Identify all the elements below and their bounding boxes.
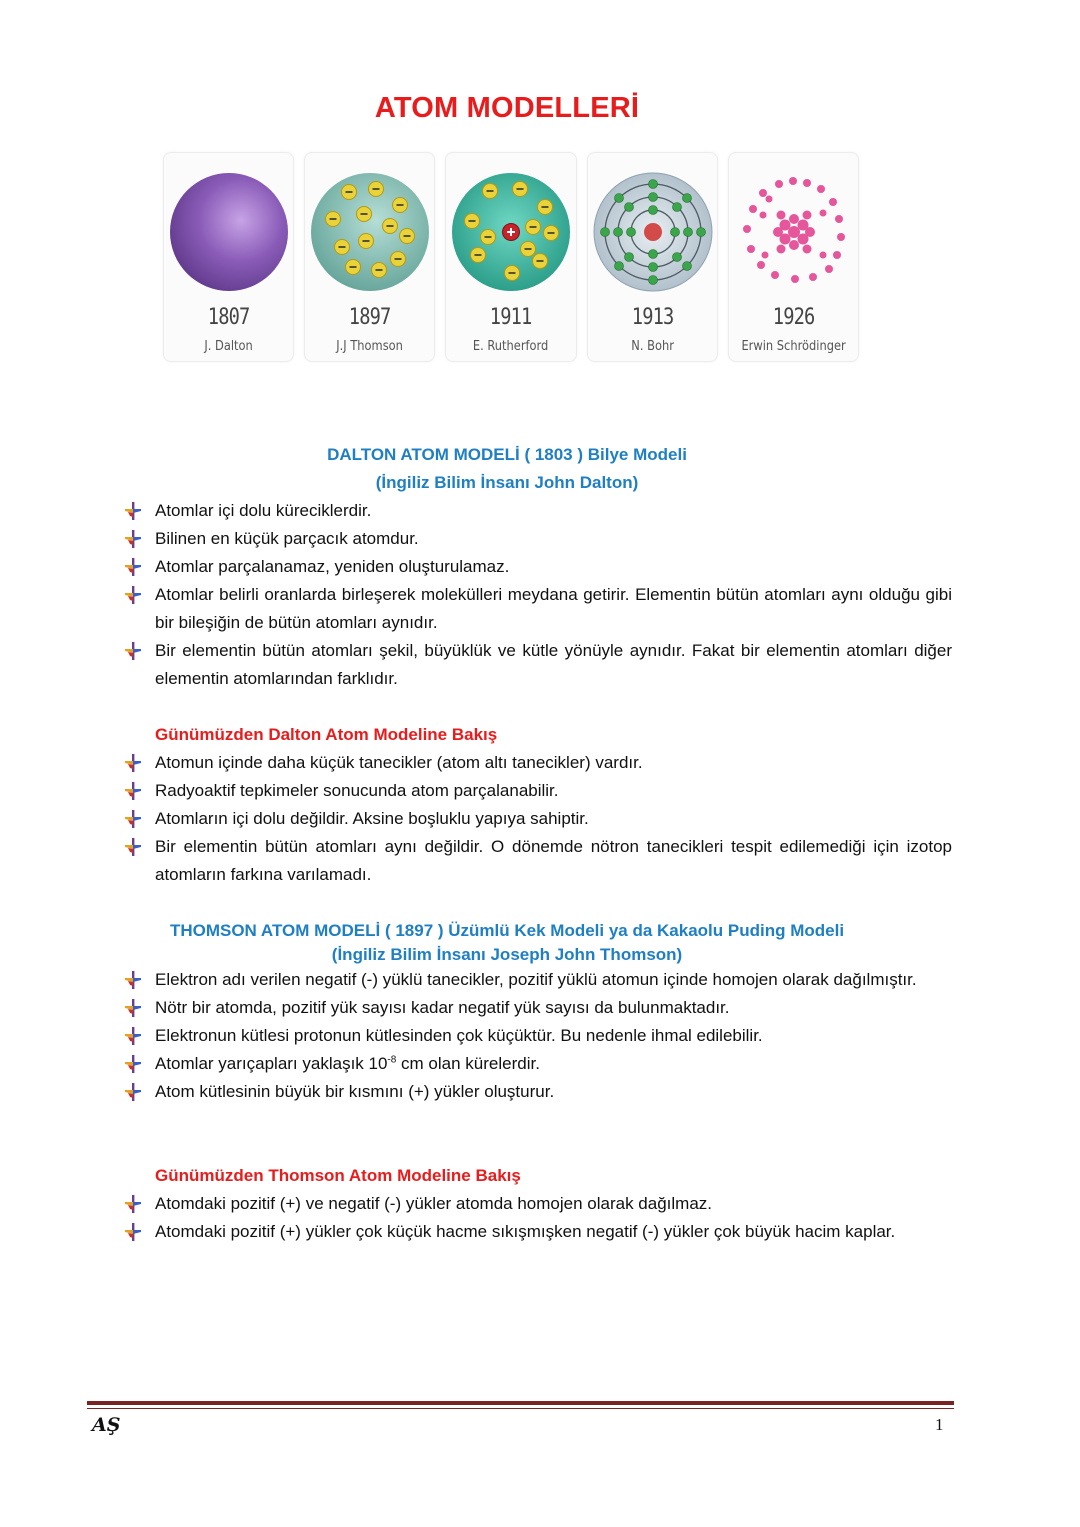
model-scientist: J. Dalton xyxy=(204,339,253,354)
arrow-bullet-icon xyxy=(124,810,142,828)
model-card-rutherford xyxy=(445,152,576,362)
thomson-section-subtitle: (İngiliz Bilim İnsanı Joseph John Thomson) xyxy=(331,945,683,964)
dalton-review-title: Günümüzden Dalton Atom Modeline Bakış xyxy=(155,725,498,744)
list-item: Elektron adı verilen negatif (-) yüklü tanecikler, pozitif yüklü atomun içinde homojen olarak dağılmıştır. xyxy=(120,966,952,994)
thomson-list xyxy=(120,966,952,1106)
dalton-section-subtitle: (İngiliz Bilim İnsanı John Dalton) xyxy=(375,473,639,492)
list-item: Atomlar yarıçapları yaklaşık $10^{-8}$ cm olan kürelerdir. xyxy=(120,1050,952,1078)
page-number: 1 xyxy=(935,1415,944,1434)
arrow-bullet-icon xyxy=(124,999,142,1017)
page-title: ATOM MODELLERİ xyxy=(374,92,640,124)
list-item: Radyoaktif tepkimeler sonucunda atom parçalanabilir. xyxy=(120,777,952,805)
model-year: 1911 xyxy=(490,305,532,330)
dalton-review-list xyxy=(120,749,952,889)
atom-models-strip xyxy=(163,152,859,362)
footer-initials: AŞ xyxy=(92,1414,121,1436)
model-scientist: N. Bohr xyxy=(630,339,674,354)
arrow-bullet-icon xyxy=(124,782,142,800)
thomson-plum-pudding-icon xyxy=(309,169,431,295)
dalton-list xyxy=(120,497,952,693)
arrow-bullet-icon xyxy=(124,1055,142,1073)
arrow-bullet-icon xyxy=(124,1223,142,1241)
list-item: Nötr bir atomda, pozitif yük sayısı kadar negatif yük sayısı da bulunmaktadır. xyxy=(120,994,952,1022)
list-item: Atomun içinde daha küçük tanecikler (atom altı tanecikler) vardır. xyxy=(120,749,952,777)
list-item: Atomlar belirli oranlarda birleşerek molekülleri meydana getirir. Elementin bütün atomları aynı olduğu gibi bir bileşiğin de bütün atomları aynıdır. xyxy=(120,581,952,637)
arrow-bullet-icon xyxy=(124,530,142,548)
thomson-review-list xyxy=(120,1190,952,1246)
arrow-bullet-icon xyxy=(124,502,142,520)
model-card-schrodinger xyxy=(728,152,859,362)
list-item: Elektronun kütlesi protonun kütlesinden çok küçüktür. Bu nedenle ihmal edilebilir. xyxy=(120,1022,952,1050)
model-card-thomson xyxy=(304,152,435,362)
model-scientist: E. Rutherford xyxy=(473,339,549,354)
dalton-sphere-icon xyxy=(168,169,290,295)
arrow-bullet-icon xyxy=(124,1083,142,1101)
list-item: Atomlar içi dolu küreciklerdir. xyxy=(120,497,952,525)
list-item: Bir elementin bütün atomları şekil, büyüklük ve kütle yönüyle aynıdır. Fakat bir elementin atomları diğer elementin atomlarından farklıdır. xyxy=(120,637,952,693)
model-year: 1807 xyxy=(207,305,250,330)
list-item: Atomlar parçalanamaz, yeniden oluşturulamaz. xyxy=(120,553,952,581)
arrow-bullet-icon xyxy=(124,1027,142,1045)
footer-rule-thin xyxy=(87,1408,954,1409)
model-year: 1926 xyxy=(772,305,815,330)
dalton-section-title: DALTON ATOM MODELİ ( 1803 ) Bilye Modeli xyxy=(327,445,687,464)
rutherford-nucleus-icon xyxy=(450,169,572,295)
arrow-bullet-icon xyxy=(124,971,142,989)
thomson-section-title: THOMSON ATOM MODELİ ( 1897 ) Üzümlü Kek Modeli ya da Kakaolu Puding Modeli xyxy=(169,921,845,940)
list-item: Atom kütlesinin büyük bir kısmını (+) yükler oluşturur. xyxy=(120,1078,952,1106)
arrow-bullet-icon xyxy=(124,754,142,772)
list-item: Bilinen en küçük parçacık atomdur. xyxy=(120,525,952,553)
model-scientist: J.J Thomson xyxy=(336,339,404,354)
arrow-bullet-icon xyxy=(124,1195,142,1213)
list-item: Bir elementin bütün atomları aynı değildir. O dönemde nötron tanecikleri tespit edilemediği için izotop atomların farkına varılamadı. xyxy=(120,833,952,889)
schrodinger-cloud-icon xyxy=(733,169,855,295)
exponent: -8 xyxy=(387,1054,397,1066)
arrow-bullet-icon xyxy=(124,642,142,660)
list-item: Atomların içi dolu değildir. Aksine boşluklu yapıya sahiptir. xyxy=(120,805,952,833)
arrow-bullet-icon xyxy=(124,558,142,576)
model-card-dalton xyxy=(163,152,294,362)
arrow-bullet-icon xyxy=(124,838,142,856)
thomson-review-title: Günümüzden Thomson Atom Modeline Bakış xyxy=(155,1166,521,1185)
list-item: Atomdaki pozitif (+) yükler çok küçük hacme sıkışmışken negatif (-) yükler çok büyük hacim kaplar. xyxy=(120,1218,952,1246)
arrow-bullet-icon xyxy=(124,586,142,604)
bohr-orbits-icon xyxy=(592,169,714,295)
model-year: 1913 xyxy=(631,305,674,330)
model-card-bohr xyxy=(587,152,718,362)
model-scientist: Erwin Schrödinger xyxy=(741,339,846,354)
footer-rule xyxy=(87,1401,954,1405)
list-item: Atomdaki pozitif (+) ve negatif (-) yükler atomda homojen olarak dağılmaz. xyxy=(120,1190,952,1218)
model-year: 1897 xyxy=(348,305,391,330)
